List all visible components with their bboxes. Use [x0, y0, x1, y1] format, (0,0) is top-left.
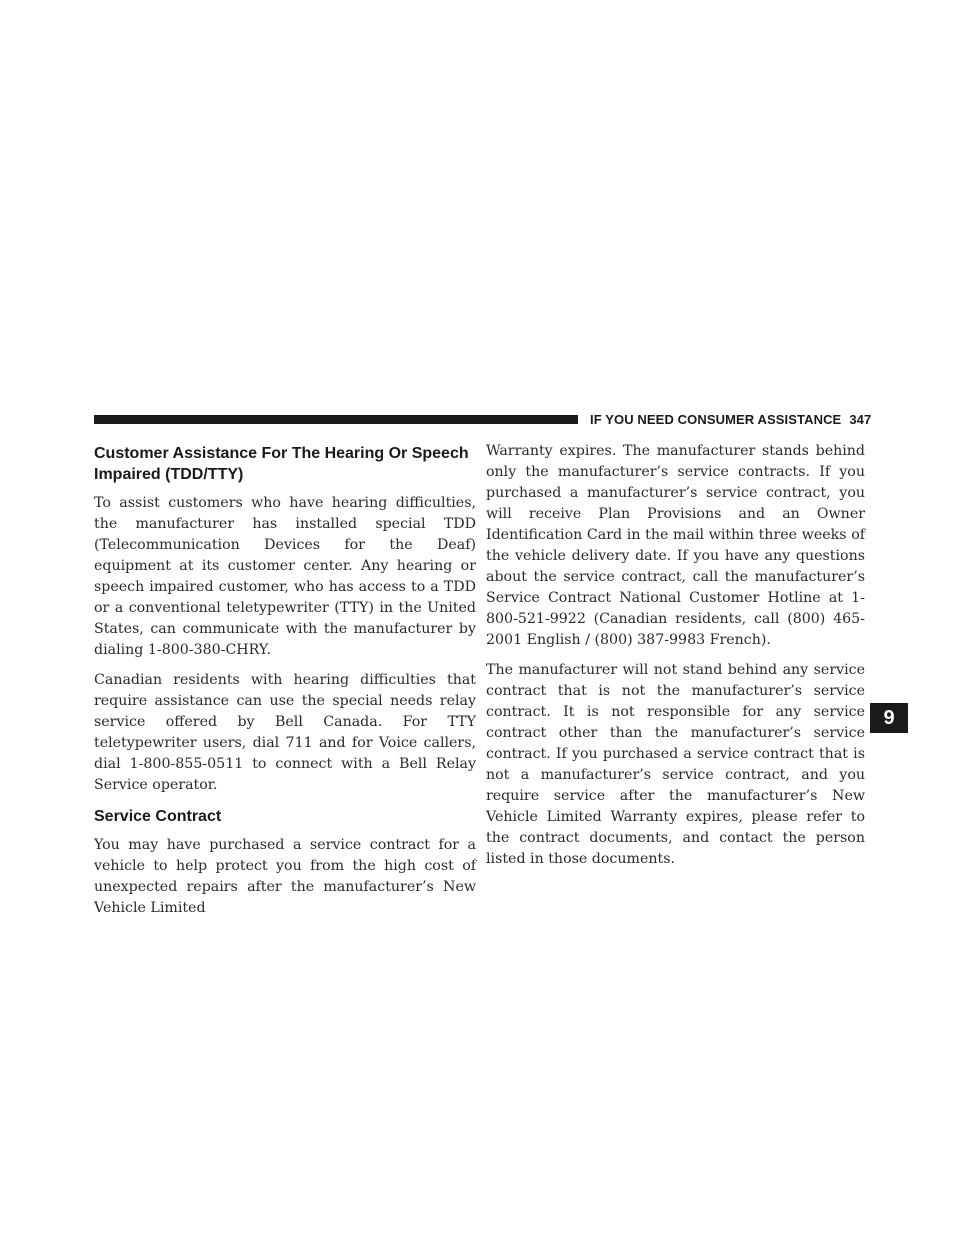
left-column	[94, 443, 476, 928]
section-title: IF YOU NEED CONSUMER ASSISTANCE	[590, 412, 842, 427]
right-column	[486, 441, 865, 879]
paragraph-canadian-relay: Canadian residents with hearing difficulties that require assistance can use the special needs relay service offered by Bell Canada. For TTY teletypewriter users, dial 711 and for Voice callers, dial 1-800-855-0511 to connect with a Bell Relay Service operator.	[94, 672, 476, 793]
paragraph-non-manufacturer-contract: The manufacturer will not stand behind any service contract that is not the manufacturer’s service contract. It is not responsible for any service contract other than the manufacturer’s service contract. If you purchased a service contract that is not a manufacturer’s service contract, and you require service after the manufacturer’s New Vehicle Limited Warranty expires, please refer to the contract documents, and contact the person listed in those documents.	[486, 662, 865, 867]
heading-service-contract: Service Contract	[94, 808, 222, 825]
header-rule	[94, 415, 578, 424]
paragraph-tdd-intro: To assist customers who have hearing difficulties, the manufacturer has installed special TDD (Telecommunication Devices for the Deaf) equipment at its customer center. Any hearing or speech impaired customer, who has access to a TDD or a conventional teletypewriter (TTY) in the United States, can communicate with the manufacturer by dialing 1-800-380-CHRY.	[94, 495, 476, 658]
heading-tdd-tty: Customer Assistance For The Hearing Or Speech Impaired (TDD/TTY)	[94, 445, 469, 483]
paragraph-service-contract-start: You may have purchased a service contract for a vehicle to help protect you from the high cost of unexpected repairs after the manufacturer’s New Vehicle Limited	[94, 837, 476, 916]
page-number: 347	[849, 412, 872, 427]
running-header	[590, 412, 871, 427]
chapter-tab: 9	[870, 703, 908, 733]
paragraph-service-contract-continued: Warranty expires. The manufacturer stands behind only the manufacturer’s service contracts. If you purchased a manufacturer’s service contract, you will receive Plan Provisions and an Owner Identification Card in the mail within three weeks of the vehicle delivery date. If you have any questions about the service contract, call the manufacturer’s Service Contract National Customer Hotline at 1-800-521-9922 (Canadian residents, call (800) 465-2001 English / (800) 387-9983 French).	[486, 443, 865, 648]
